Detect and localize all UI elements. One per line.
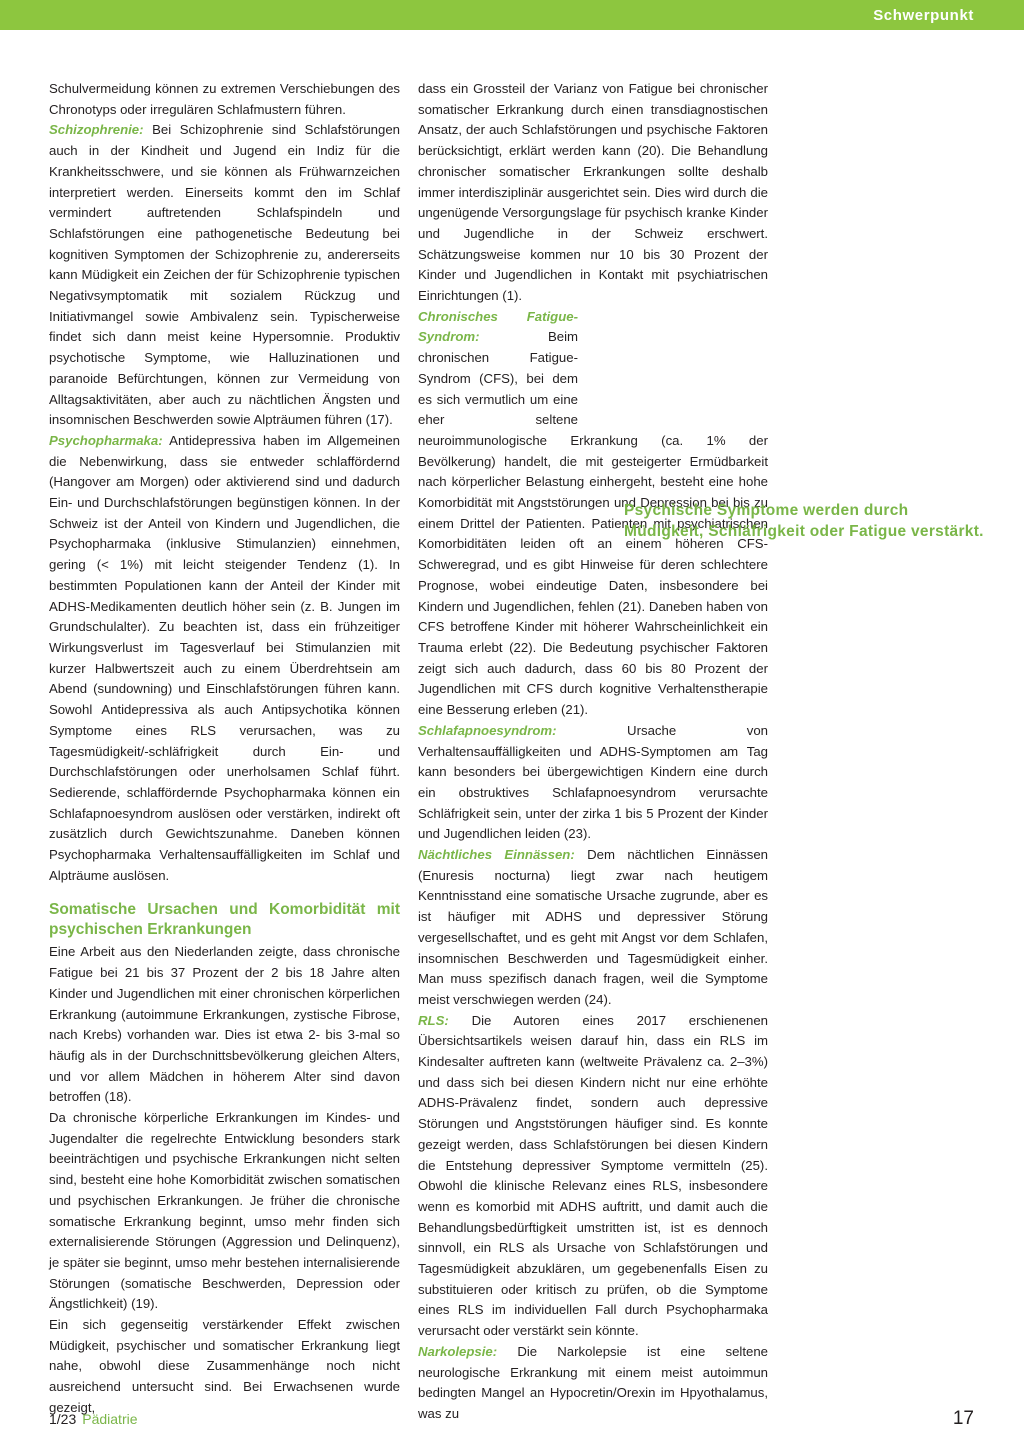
paragraph-text: Bei Schizophrenie sind Schlafstörungen auch in der Kindheit und Jugend ein Indiz für die Krankheitsschwere, und sie können als Frühwarnzeichen interpretiert werden. Einerseits kommt den im Schlaf vermindert auftretenden Schlafspindeln und Schlafstörungen eine pathogenetische Bedeutung bei kognitiven Symptomen der Schizophrenie zu, andererseits kann Müdigkeit ein Zeichen der für Schizophrenie typischen Negativsymptomatik mit sozialem Rückzug und Initiativmangel sowie Ambivalenz sein. Typischerweise findet sich dann meist keine Hypersomnie. Produktiv psychotische Symptome, wie Halluzinationen und paranoide Befürchtungen, können zur Vermeidung von Alltagsaktivitäten, aber auch zu nächtlichen Ängsten und insomnischen Beschwerden sowie Alpträumen führen (17). [49, 122, 400, 428]
pull-quote: Psychische Symptome werden durch Müdigkeit, Schläfrigkeit oder Fatigue verstärkt. [624, 502, 984, 540]
left-column [49, 79, 400, 1419]
paragraph: Ein sich gegenseitig verstärkender Effekt zwischen Müdigkeit, psychischer und somatischer Erkrankung liegt nahe, obwohl diese Zusammenhänge noch nicht ausreichend untersucht sind. Bei Erwachsenen wurde gezeigt, [49, 1317, 400, 1415]
section-label: Schwerpunkt [873, 7, 974, 24]
paragraph: Schulvermeidung können zu extremen Verschiebungen des Chronotyps oder irregulären Schlafmustern führen. [49, 81, 400, 117]
paragraph-rls [418, 1011, 768, 1342]
paragraph-narkolepsie [418, 1342, 768, 1425]
paragraph-psychopharmaka [49, 431, 400, 886]
term-narkolepsie: Narkolepsie: [418, 1343, 498, 1359]
term-cfs: Chronisches Fatigue-Syndrom: [418, 308, 578, 345]
paragraph-text: Antidepressiva haben im Allgemeinen die Nebenwirkung, dass sie entweder schlaffördernd (Hangover am Morgen) oder aktivierend sind und dadurch Ein- und Durchschlafstörungen begünstigen können. In der Schweiz ist der Anteil von Kindern und Jugendlichen, die Psychopharmaka (inklusive Stimulanzien) einnehmen, gering (< 1%) mit leicht steigender Tendenz (1). In bestimmten Populationen kann der Anteil der Kinder mit ADHS-Medikamenten deutlich höher sein (z. B. Jungen im Grundschulalter). Zu beachten ist, dass ein frühzeitiger Wirkungsverlust im Tagesverlauf bei Stimulanzien mit kurzer Halbwertszeit auch zu einem Überdrehtsein am Abend (sundowning) und Einschlafstörungen führen kann. Sowohl Antidepressiva als auch Antipsychotika können Symptome eines RLS verursachen, was zu Tagesmüdigkeit/-schläfrigkeit durch Ein- und Durchschlafstörungen oder unerholsamen Schlaf führt. Sedierende, schlaffördernde Psychopharmaka können ein Schlafapnoesyndrom auslösen oder verstärken, indirekt oft zusätzlich durch Gewichtszunahme. Daneben können Psychopharmaka Verhaltensauffälligkeiten im Schlaf und Alpträume auslösen. [49, 432, 400, 883]
paragraph: Eine Arbeit aus den Niederlanden zeigte, dass chronische Fatigue bei 21 bis 37 Prozent der 2 bis 18 Jahre alten Kinder und Jugendlichen mit einer chronischen körperlichen Erkrankung (autoimmune Erkrankungen, zystische Fibrose, nach Krebs) vorhanden war. Dies ist etwa 2- bis 3-mal so häufig als in der Durchschnittsbevölkerung gleichen Alters, und vor allem Mädchen in höherem Alter sind davon betroffen (18). [49, 944, 400, 1105]
sub-heading: Somatische Ursachen und Komorbidität mit psychischen Erkrankungen [49, 901, 400, 939]
right-column [418, 79, 768, 1425]
term-schlafapnoe: Schlafapnoesyndrom: [418, 722, 557, 738]
paragraph-schlafapnoe [418, 721, 768, 845]
term-rls: RLS: [418, 1012, 449, 1028]
paragraph-enuresis [418, 845, 768, 1011]
page-number: 17 [952, 1408, 974, 1429]
term-schizophrenie: Schizophrenie: [49, 122, 144, 138]
paragraph-text: Ursache von Verhaltensauffälligkeiten und ADHS-Symptomen am Tag kann besonders bei übergewichtigen Kindern eine durch ein obstruktives Schlafapnoesyndrom verursachte Schläfrigkeit sein, unter der zirka 1 bis 5 Prozent der Kinder und Jugendlichen leiden (23). [418, 722, 768, 842]
paragraph-schizophrenie [49, 120, 400, 431]
journal-name: Pädiatrie [82, 1411, 138, 1427]
term-psychopharmaka: Psychopharmaka: [49, 432, 163, 448]
paragraph: dass ein Grossteil der Varianz von Fatigue bei chronischer somatischer Erkrankung durch einen transdiagnostischen Ansatz, der auch Schlafstörungen und psychische Faktoren berücksichtigt, erklärt werden kann (20). Die Behandlung chronischer somatischer Erkrankungen sollte deshalb immer interdisziplinär ausgerichtet sein. Dies wird durch die ungenügende Versorgungslage für psychisch kranke Kinder und Jugendliche in der Schweiz erschwert. Schätzungsweise kommen nur 10 bis 30 Prozent der Kinder und Jugendlichen in Kontakt mit psychiatrischen Einrichtungen (1). [418, 81, 768, 304]
pull-quote-gap [578, 307, 768, 427]
paragraph-text: Die Narkolepsie ist eine seltene neurologische Erkrankung mit einem meist autoimmun bedingten Mangel an Hypocretin/Orexin im Hpyothalamus, was zu [418, 1343, 768, 1421]
paragraph-text: Beim chronischen Fatigue-Syndrom (CFS), bei dem es sich vermutlich um eine eher seltene neuroimmunologische Erkrankung (ca. 1% der Bevölkerung) handelt, die mit gesteigerter Ermüdbarkeit nach körperlicher Belastung einhergeht, besteht eine hohe Komorbidität mit Angststörungen und Depression bei bis zu einem Drittel der Patienten. Patienten mit psychiatrischen Komorbiditäten leiden oft an einem höheren CFS-Schweregrad, und es gibt Hinweise für deren schlechtere Prognose, wobei eindeutige Daten, insbesondere bei Kindern und Jugendlichen, fehlen (21). Daneben haben von CFS betroffene Kinder mit höherer Wahrscheinlichkeit ein Trauma erlebt (22). Die Bedeutung psychischer Faktoren zeigt sich auch dadurch, dass 60 bis 80 Prozent der Jugendlichen mit CFS durch kognitive Verhaltenstherapie eine Besserung erleben (21). [418, 329, 768, 718]
term-enuresis: Nächtliches Einnässen: [418, 847, 575, 863]
paragraph-text: Die Autoren eines 2017 erschienenen Übersichtsartikels weisen darauf hin, dass ein RLS im Kindesalter auftreten kann (weltweite Prävalenz ca. 2–3%) und dass sich bei diesen Kindern nicht nur eine erhöhte ADHS-Prävalenz findet, sondern auch depressive Störungen und Angststörungen häufiger sind. Es konnte gezeigt werden, dass Schlafstörungen bei diesen Kindern die Entstehung depressiver Symptome vermitteln (25). Obwohl die klinische Relevanz eines RLS, insbesondere wenn es komorbid mit ADHS auftritt, und damit auch die Behandlungsbedürftigkeit umstritten ist, ist es dennoch sinnvoll, ein RLS als Ursache von Schlafstörungen und Tagesmüdigkeit abzuklären, um gegebenenfalls Eisen zu substituieren oder kritisch zu prüfen, ob die Symptome eines RLS im individuellen Fall durch Psychopharmaka verursacht oder verstärkt sein könnte. [418, 1012, 768, 1339]
section-header-bar [0, 0, 1024, 30]
issue-number: 1/23 [49, 1411, 77, 1427]
paragraph-text: Dem nächtlichen Einnässen (Enuresis nocturna) liegt zwar nach heutigem Kenntnisstand eine somatische Ursache zugrunde, aber es ist häufiger mit ADHS und depressiver Störung vergesellschaftet, und es geht mit Angst vor dem Schlafen, insomnischen Beschwerden und Tagesmüdigkeit einher. Man muss spezifisch danach fragen, weil die Symptome meist verschwiegen werden (24). [418, 847, 768, 1007]
footer-issue [49, 1411, 138, 1427]
paragraph: Da chronische körperliche Erkrankungen im Kindes- und Jugendalter die regelrechte Entwicklung besonders stark beeinträchtigen und psychische Erkrankungen nicht selten sind, besteht eine hohe Komorbidität zwischen somatischen und psychischen Erkrankungen. Je früher die chronische somatische Erkrankung beginnt, umso mehr finden sich externalisierende Störungen (Aggression und Delinquenz), je später sie beginnt, umso mehr bestehen internalisierende Störungen (somatische Beschwerden, Depression oder Ängstlichkeit) (19). [49, 1110, 400, 1312]
